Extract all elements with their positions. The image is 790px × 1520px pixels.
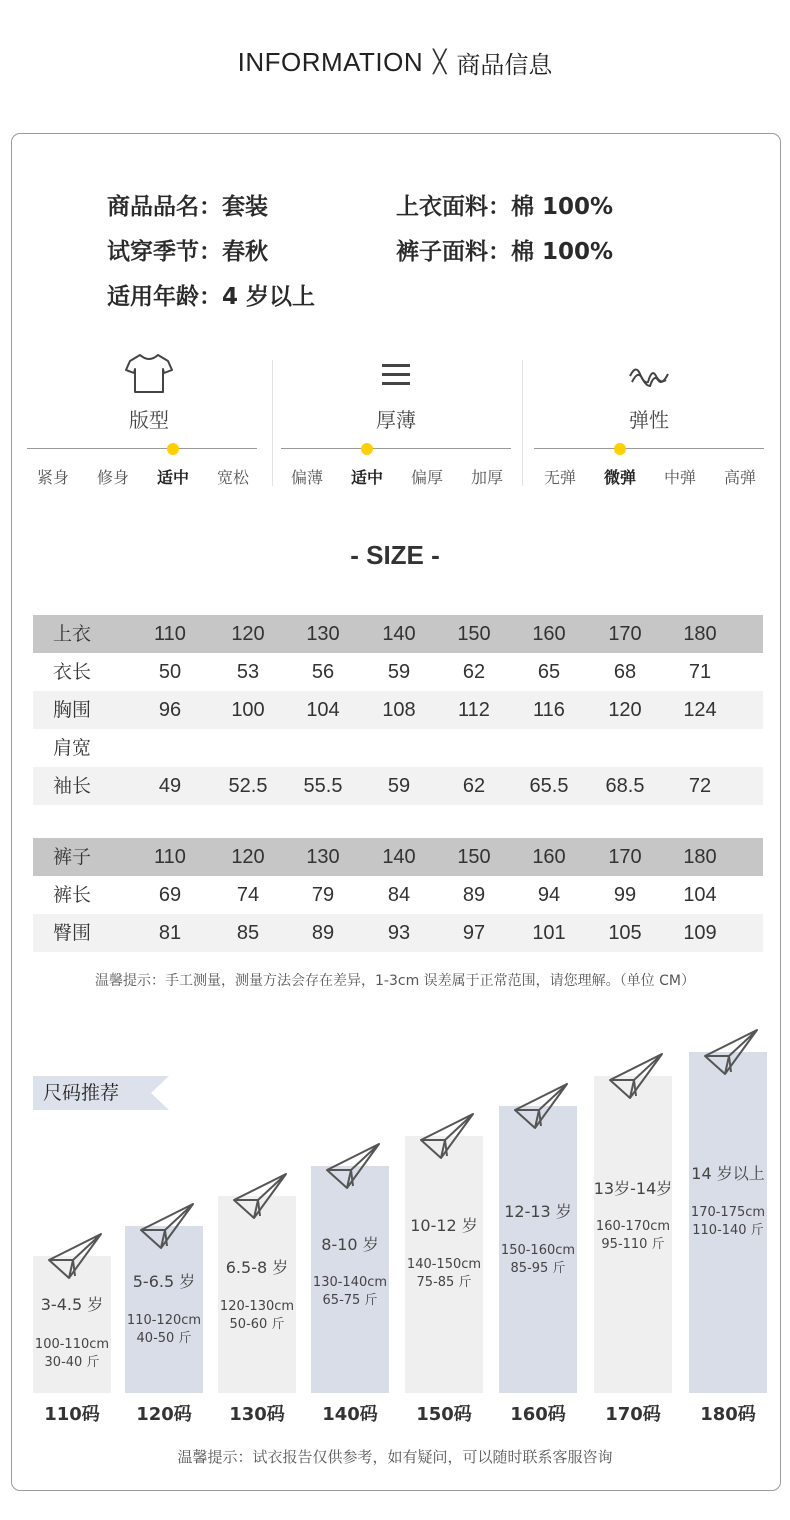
table-row-label: 裤子 [53,846,92,868]
table-cell: 93 [387,922,411,944]
header-title-en: INFORMATION [237,46,424,77]
table-cell: 112 [458,699,490,721]
table-row [33,767,763,805]
feature-option-selected: 微弹 [603,468,636,487]
size-bar-code: 130码 [229,1404,285,1425]
table-cell [439,729,509,767]
table-header-row [33,838,763,876]
feature-option: 宽松 [216,468,249,487]
size-bar-height: 170-175cm [690,1205,766,1220]
size-bar-spec [394,1256,494,1292]
size-bar-weight: 110-140 斤 [692,1223,764,1238]
table-row-label: 衣长 [53,661,92,683]
size-bar-spec [300,1274,400,1310]
feature-option: 无弹 [543,468,576,487]
feature-option: 修身 [96,468,129,487]
table-cell: 84 [387,884,411,906]
table-cell [364,729,434,767]
size-bar-code: 150码 [416,1404,472,1425]
size-bar-spec [488,1242,588,1278]
paper-plane-icon [230,1170,290,1222]
feature-option: 偏薄 [290,468,323,487]
paper-plane-icon [417,1110,477,1162]
table-cell: 99 [613,884,637,906]
table-cell: 101 [532,922,566,944]
table-cell: 124 [683,699,717,721]
table-cell: 96 [158,699,182,721]
feature-scale-line [27,448,257,449]
size-bar-spec [22,1336,122,1372]
size-bar-spec [114,1312,214,1348]
table-row-label: 肩宽 [53,737,92,759]
paper-plane-icon [701,1026,761,1078]
size-bar-age: 5-6.5 岁 [132,1272,196,1291]
size-bar-weight: 85-95 斤 [510,1261,566,1276]
recommend-tag [33,1076,169,1110]
table-cell: 160 [532,623,566,645]
table-row-label: 裤长 [53,884,92,906]
size-bar-weight: 50-60 斤 [229,1317,285,1332]
table-cell [590,729,660,767]
table-cell: 180 [683,623,717,645]
info-age: 适用年龄：4 岁以上 [107,284,316,310]
tshirt-icon [124,352,174,396]
recommend-tag-label: 尺码推荐 [43,1082,120,1104]
table-row-label: 臀围 [53,922,92,944]
table-row [33,876,763,914]
size-bar-code: 160码 [510,1404,566,1425]
table-cell: 55.5 [303,775,343,797]
size-bar-spec [678,1204,778,1240]
feature-option: 高弹 [723,468,756,487]
table-cell [213,729,283,767]
table-cell: 150 [457,623,491,645]
size-section-title: - SIZE - [350,540,440,570]
table-cell: 170 [608,846,642,868]
table-cell: 104 [683,884,717,906]
table-cell: 53 [236,661,260,683]
table-row-label: 袖长 [53,775,92,797]
table-cell: 116 [533,699,565,721]
table-cell: 81 [158,922,182,944]
info-pants-fabric: 裤子面料：棉 100% [396,239,614,265]
table-cell: 68 [613,661,637,683]
paper-plane-icon [45,1230,105,1282]
table-cell: 120 [231,623,265,645]
size-bar-height: 140-150cm [406,1257,482,1272]
table-cell: 65 [537,661,561,683]
size-bar-age: 3-4.5 岁 [40,1295,104,1314]
table-cell: 85 [236,922,260,944]
table-cell [135,729,205,767]
table-cell [514,729,584,767]
table-cell: 59 [387,775,411,797]
table-cell: 110 [154,623,186,645]
size-bar-height: 150-160cm [500,1243,576,1258]
table-cell: 89 [311,922,335,944]
table-row [33,729,763,767]
page-header [0,40,790,84]
size-bar-age: 12-13 岁 [504,1202,572,1221]
size-bar-weight: 65-75 斤 [322,1293,378,1308]
table-cell: 72 [688,775,712,797]
table-cell: 79 [311,884,335,906]
paper-plane-icon [323,1140,383,1192]
table-row [33,653,763,691]
size-bar-age: 6.5-8 岁 [225,1258,289,1277]
feature-option: 加厚 [470,468,503,487]
header-title-zh: 商品信息 [456,50,553,79]
paper-plane-icon [606,1050,666,1102]
table-cell: 160 [532,846,566,868]
table-cell: 50 [158,661,182,683]
size-bar-age: 13岁-14岁 [593,1179,673,1198]
feature-option: 紧身 [36,468,69,487]
table-cell: 94 [537,884,561,906]
feature-fit-marker [167,443,179,455]
feature-title-elasticity: 弹性 [629,408,669,432]
table-cell: 68.5 [605,775,645,797]
feature-elasticity-marker [614,443,626,455]
table-cell [288,729,358,767]
size-bar-age: 10-12 岁 [410,1216,478,1235]
size-bar-height: 160-170cm [595,1219,671,1234]
feature-option-selected: 适中 [350,468,383,487]
table-cell: 180 [683,846,717,868]
table-cell: 120 [231,846,265,868]
size-bar-weight: 40-50 斤 [136,1331,192,1346]
size-bar-weight: 95-110 斤 [601,1237,665,1252]
size-bar-height: 130-140cm [312,1275,388,1290]
table-cell: 56 [311,661,335,683]
table-cell: 62 [462,661,486,683]
table-cell: 105 [608,922,642,944]
size-bar-code: 110码 [44,1404,100,1425]
table-cell: 89 [462,884,486,906]
table-row [33,691,763,729]
size-bar-code: 140码 [322,1404,378,1425]
feature-option: 中弹 [663,468,696,487]
size-bar-height: 100-110cm [34,1337,110,1352]
feature-divider [522,360,523,486]
table-row [33,914,763,952]
measure-tip: 温馨提示：手工测量，测量方法会存在差异，1-3cm 误差属于正常范围，请您理解。（单位 CM） [95,973,695,989]
size-bar-code: 180码 [700,1404,756,1425]
size-bar-spec [207,1298,307,1334]
size-bar-weight: 75-85 斤 [416,1275,472,1290]
table-header-row [33,615,763,653]
table-cell [665,729,735,767]
paper-plane-icon [137,1200,197,1252]
size-bar-age: 8-10 岁 [321,1235,379,1254]
table-cell: 69 [158,884,182,906]
paper-plane-icon [511,1080,571,1132]
table-cell: 52.5 [228,775,268,797]
bottom-tip: 温馨提示：试衣报告仅供参考，如有疑问，可以随时联系客服咨询 [177,1448,613,1466]
table-cell: 71 [688,661,712,683]
info-season: 试穿季节：春秋 [107,239,268,265]
feature-title-fit: 版型 [129,408,169,432]
table-cell: 150 [457,846,491,868]
size-bar-code: 170码 [605,1404,661,1425]
feature-option: 偏厚 [410,468,443,487]
header-separator: ╳ [433,49,447,75]
table-cell: 59 [387,661,411,683]
table-cell: 140 [382,846,416,868]
table-cell: 110 [154,846,186,868]
size-bar-height: 120-130cm [219,1299,295,1314]
feature-divider [272,360,273,486]
table-cell: 130 [306,623,340,645]
info-top-fabric: 上衣面料：棉 100% [396,194,614,220]
table-cell: 170 [608,623,642,645]
size-bar-weight: 30-40 斤 [44,1355,100,1370]
table-cell: 100 [231,699,265,721]
table-cell: 74 [236,884,260,906]
feature-title-thickness: 厚薄 [376,408,416,432]
size-bar-age: 14 岁以上 [691,1164,765,1183]
feature-option-selected: 适中 [156,468,189,487]
size-bar [218,1196,296,1393]
size-bar-spec [583,1218,683,1254]
wave-icon [624,356,674,400]
table-cell: 49 [158,775,182,797]
lines-icon [371,354,421,398]
feature-scale-line [281,448,511,449]
table-cell: 130 [306,846,340,868]
size-bar-height: 110-120cm [126,1313,202,1328]
size-bar-code: 120码 [136,1404,192,1425]
table-cell: 140 [382,623,416,645]
table-cell: 109 [683,922,717,944]
table-cell: 108 [382,699,416,721]
table-cell: 120 [608,699,642,721]
table-row-label: 胸围 [53,699,92,721]
feature-thickness-marker [361,443,373,455]
info-name: 商品品名：套装 [107,194,268,220]
table-cell: 97 [462,922,486,944]
table-cell: 62 [462,775,486,797]
table-cell: 104 [306,699,340,721]
feature-scale-line [534,448,764,449]
table-cell: 65.5 [529,775,569,797]
table-row-label: 上衣 [53,623,92,645]
